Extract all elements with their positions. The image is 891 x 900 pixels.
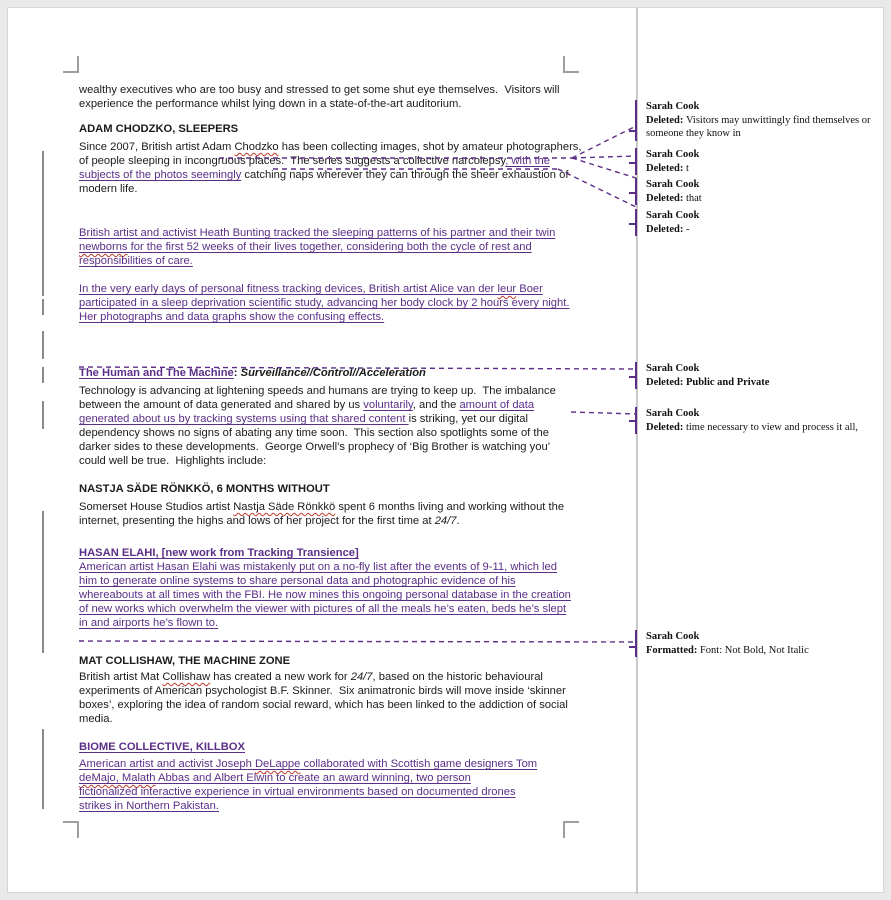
change-bar	[42, 367, 44, 383]
text-run: media.	[79, 713, 113, 725]
inserted-text-run: participated in a sleep deprivation scientific study, advancing her body clock by 2 hours every night.	[79, 297, 570, 309]
inserted-text-run: , with the	[505, 155, 550, 167]
body-paragraph[interactable]	[79, 670, 575, 726]
text-line	[79, 454, 575, 468]
text-line	[79, 712, 575, 726]
comment-anchor-hook	[629, 376, 636, 378]
body-paragraph[interactable]	[79, 500, 575, 528]
inserted-text-run: responsibilities of care.	[79, 255, 193, 267]
text-run: 24/7	[434, 515, 457, 527]
margin-corner-mark-top-left	[63, 56, 79, 73]
text-run: ADAM CHODZKO, SLEEPERS	[79, 123, 239, 135]
comment-change-type-label: Deleted:	[646, 192, 686, 204]
text-run: British artist Mat	[79, 671, 163, 683]
margin-comment[interactable]	[635, 100, 877, 141]
comment-change-text: Public and Private	[685, 376, 770, 388]
text-line	[79, 654, 575, 668]
section-heading[interactable]	[79, 122, 575, 136]
comment-body	[646, 223, 877, 237]
text-line	[79, 740, 575, 754]
text-run: is striking, yet our digital	[408, 413, 528, 425]
text-line	[79, 602, 575, 616]
text-line	[79, 588, 575, 602]
comment-anchor-hook	[629, 646, 636, 648]
comment-author: Sarah Cook	[646, 363, 700, 374]
change-bar	[42, 401, 44, 429]
text-run: experience the performance whilst lying down in a state-of-the-art auditorium.	[79, 98, 462, 110]
body-paragraph[interactable]	[79, 560, 575, 630]
inserted-text-run: Abbas and Albert Elwin to create an award winning, two person	[155, 772, 471, 784]
text-run: , based on the historic behavioural	[372, 671, 543, 683]
text-line	[79, 799, 575, 813]
inserted-text-run: of new works which overwhelm the viewer with pictures of all the meals he’s eaten, beds he’s slept	[79, 603, 567, 615]
comment-change-text: that	[685, 192, 702, 204]
comment-change-text: -	[685, 223, 690, 235]
inserted-text-run: voluntarily	[363, 399, 413, 411]
inserted-text-run: subjects of the photos seemingly	[79, 169, 242, 181]
text-line	[79, 83, 575, 97]
comment-author: Sarah Cook	[646, 149, 700, 160]
comment-change-type-label: Formatted:	[646, 644, 700, 656]
text-run: , and the	[412, 399, 460, 411]
comment-anchor-hook	[629, 420, 636, 422]
text-line	[79, 546, 575, 560]
text-line	[79, 282, 575, 296]
comment-change-type-label: Deleted:	[646, 223, 686, 235]
text-line	[79, 514, 575, 528]
comment-body	[646, 376, 877, 390]
comment-body	[646, 421, 877, 435]
text-run: Surveillance//Control//Acceleration	[240, 367, 426, 379]
text-line	[79, 426, 575, 440]
comment-change-type-label: Deleted:	[646, 162, 686, 174]
text-run: of people sleeping in incongruous places. The series suggests a collective narcolepsy	[79, 155, 506, 167]
comment-change-text: Visitors may unwittingly find themselves or someone they know in	[646, 114, 871, 139]
comment-author: Sarah Cook	[646, 210, 700, 221]
comment-author: Sarah Cook	[646, 408, 700, 419]
text-run: between the amount of data generated and shared by us	[79, 399, 364, 411]
text-run: Technology is advancing at lightening speeds and humans are trying to keep up. The imbalance	[79, 385, 556, 397]
change-bar	[42, 511, 44, 653]
inserted-text-run: Her photographs and data graphs show the confusing effects.	[79, 311, 385, 323]
inserted-text-run: American artist and activist Joseph	[79, 758, 255, 770]
inserted-text-run: strikes in Northern Pakistan.	[79, 800, 219, 812]
text-run: has been collecting images, shot by amateur photographers,	[278, 141, 582, 153]
text-line	[79, 140, 582, 154]
text-run: darker sides to these developments. George Orwell’s prophecy of ‘Big Brother is watching you’	[79, 441, 551, 453]
comment-change-text: time necessary to view and process it all,	[685, 421, 858, 433]
comment-change-type-label: Deleted:	[646, 421, 686, 433]
text-run: catching naps wherever they can through the sheer exhaustion of	[241, 169, 569, 181]
comment-anchor-hook	[629, 192, 636, 194]
inserted-text-run: newborns	[79, 241, 128, 253]
text-line	[79, 785, 575, 799]
text-line	[79, 482, 575, 496]
text-run: NASTJA SÄDE RÖNKKÖ, 6 MONTHS WITHOUT	[79, 483, 330, 495]
comment-body	[646, 162, 877, 176]
margin-corner-mark-top-right	[563, 56, 579, 73]
text-line	[79, 574, 575, 588]
text-line	[79, 384, 575, 398]
comment-author: Sarah Cook	[646, 631, 700, 642]
comment-author: Sarah Cook	[646, 101, 700, 112]
change-bar	[42, 151, 44, 296]
comment-author: Sarah Cook	[646, 179, 700, 190]
margin-comment[interactable]	[635, 407, 877, 434]
margin-comment[interactable]	[635, 148, 877, 175]
text-run: Chodzko	[234, 141, 279, 153]
comment-body	[646, 644, 877, 658]
text-run: Nastja Säde Rönkkö	[233, 501, 336, 513]
text-line	[79, 254, 575, 268]
inserted-text-run: in and airports he’s flown to.	[79, 617, 219, 629]
comment-anchor-hook	[629, 162, 636, 164]
text-run: wealthy executives who are too busy and stressed to get some shut eye themselves. Visitors will	[79, 84, 560, 96]
text-line	[79, 440, 575, 454]
text-run: Somerset House Studios artist	[79, 501, 234, 513]
text-run: MAT COLLISHAW, THE MACHINE ZONE	[79, 655, 291, 667]
inserted-text-run: HASAN ELAHI, [new work from Tracking Transience]	[79, 547, 359, 559]
body-paragraph[interactable]	[79, 384, 575, 468]
inserted-text-run: leur	[497, 283, 517, 295]
text-run: Since 2007, British artist Adam	[79, 141, 235, 153]
text-run: 24/7	[350, 671, 373, 683]
inserted-text-run: whereabouts at all times with the FBI. He now mines this ongoing personal database in the creation	[79, 589, 571, 601]
inserted-text-run: In the very early days of personal fitness tracking devices, British artist Alice van der	[79, 283, 498, 295]
margin-corner-mark-bottom-left	[63, 821, 79, 838]
text-line	[79, 240, 575, 254]
document-page	[7, 7, 884, 893]
comment-body	[646, 192, 877, 206]
inserted-text-run: American artist Hasan Elahi was mistakenly put on a no-fly list after the events of 9-11, which led	[79, 561, 557, 573]
inserted-text-run: BIOME COLLECTIVE, KILLBOX	[79, 741, 245, 753]
text-line	[79, 366, 575, 380]
text-run: Collishaw	[162, 671, 211, 683]
document-text-column[interactable]	[79, 83, 582, 813]
body-paragraph[interactable]	[79, 282, 575, 324]
text-run: internet, presenting the highs and lows of her project for the first time at	[79, 515, 435, 527]
margin-corner-mark-bottom-right	[563, 821, 579, 838]
comment-change-text: Font: Not Bold, Not Italic	[699, 644, 809, 656]
text-run: dependency shows no signs of abating any time soon. This section also spotlights some of the	[79, 427, 549, 439]
text-run: has created a new work for	[210, 671, 351, 683]
text-line	[79, 412, 575, 426]
inserted-text-run: The Human and The Machine	[79, 367, 234, 379]
text-line	[79, 670, 575, 684]
section-heading[interactable]	[79, 546, 575, 560]
comment-anchor-hook	[629, 223, 636, 225]
text-line	[79, 616, 575, 630]
margin-comment[interactable]	[635, 178, 877, 205]
text-run: could well be true. Highlights include:	[79, 455, 267, 467]
text-line	[79, 97, 575, 111]
inserted-text-run: Boer	[516, 283, 543, 295]
text-run: :	[233, 367, 241, 379]
text-line	[79, 226, 575, 240]
text-line	[79, 122, 575, 136]
change-bar	[42, 331, 44, 359]
text-line	[79, 684, 575, 698]
margin-comment[interactable]	[635, 630, 877, 657]
text-line	[79, 771, 575, 785]
change-bar	[42, 299, 44, 315]
section-heading[interactable]	[79, 654, 575, 668]
section-heading[interactable]	[79, 366, 575, 380]
inserted-text-run: British artist and activist Heath Bunting tracked the sleeping patterns of his partner and their twin	[79, 227, 556, 239]
text-run: .	[456, 515, 460, 527]
comment-change-text: t	[685, 162, 689, 174]
text-line	[79, 168, 575, 182]
inserted-text-run: deMajo, Malath	[79, 772, 156, 784]
inserted-text-run: amount of data	[459, 399, 535, 411]
text-line	[79, 296, 575, 310]
comment-change-type-label: Deleted:	[646, 114, 686, 126]
text-run: modern life.	[79, 183, 138, 195]
inserted-text-run: him to generate online systems to share personal data and photographic evidence of his	[79, 575, 516, 587]
section-heading[interactable]	[79, 482, 575, 496]
body-paragraph[interactable]	[79, 140, 582, 196]
inserted-text-run: for the first 52 weeks of their lives together, considering both the cycle of rest and	[127, 241, 532, 253]
inserted-text-run: fictionalized interactive experience in virtual environments based on documented drones	[79, 786, 516, 798]
comment-change-type-label: Deleted:	[646, 376, 686, 388]
text-line	[79, 500, 575, 514]
text-run: boxes’, exploring the idea of random social reward, which has been linked to the addiction of social	[79, 699, 568, 711]
inserted-text-run: DeLappe	[254, 758, 301, 770]
inserted-text-run: collaborated with Scottish game designers Tom	[300, 758, 538, 770]
text-line	[79, 310, 575, 324]
text-line	[79, 757, 575, 771]
change-bar	[42, 729, 44, 809]
comment-body	[646, 114, 877, 141]
inserted-text-run: generated about us by tracking systems using that shared content	[79, 413, 409, 425]
body-paragraph[interactable]	[79, 226, 575, 268]
text-line	[79, 560, 575, 574]
margin-comment[interactable]	[635, 209, 877, 236]
text-run: spent 6 months living and working without the	[335, 501, 565, 513]
text-run: experiments of American psychologist B.F. Skinner. Six animatronic birds will move inside ‘skinner	[79, 685, 566, 697]
margin-comment[interactable]	[635, 362, 877, 389]
text-line	[79, 182, 575, 196]
body-paragraph[interactable]	[79, 757, 575, 813]
text-line	[79, 398, 575, 412]
markup-area-divider	[636, 8, 638, 894]
section-heading[interactable]	[79, 740, 575, 754]
text-line	[79, 154, 575, 168]
text-line	[79, 698, 575, 712]
body-paragraph[interactable]	[79, 83, 575, 111]
comment-anchor-hook	[629, 130, 636, 132]
